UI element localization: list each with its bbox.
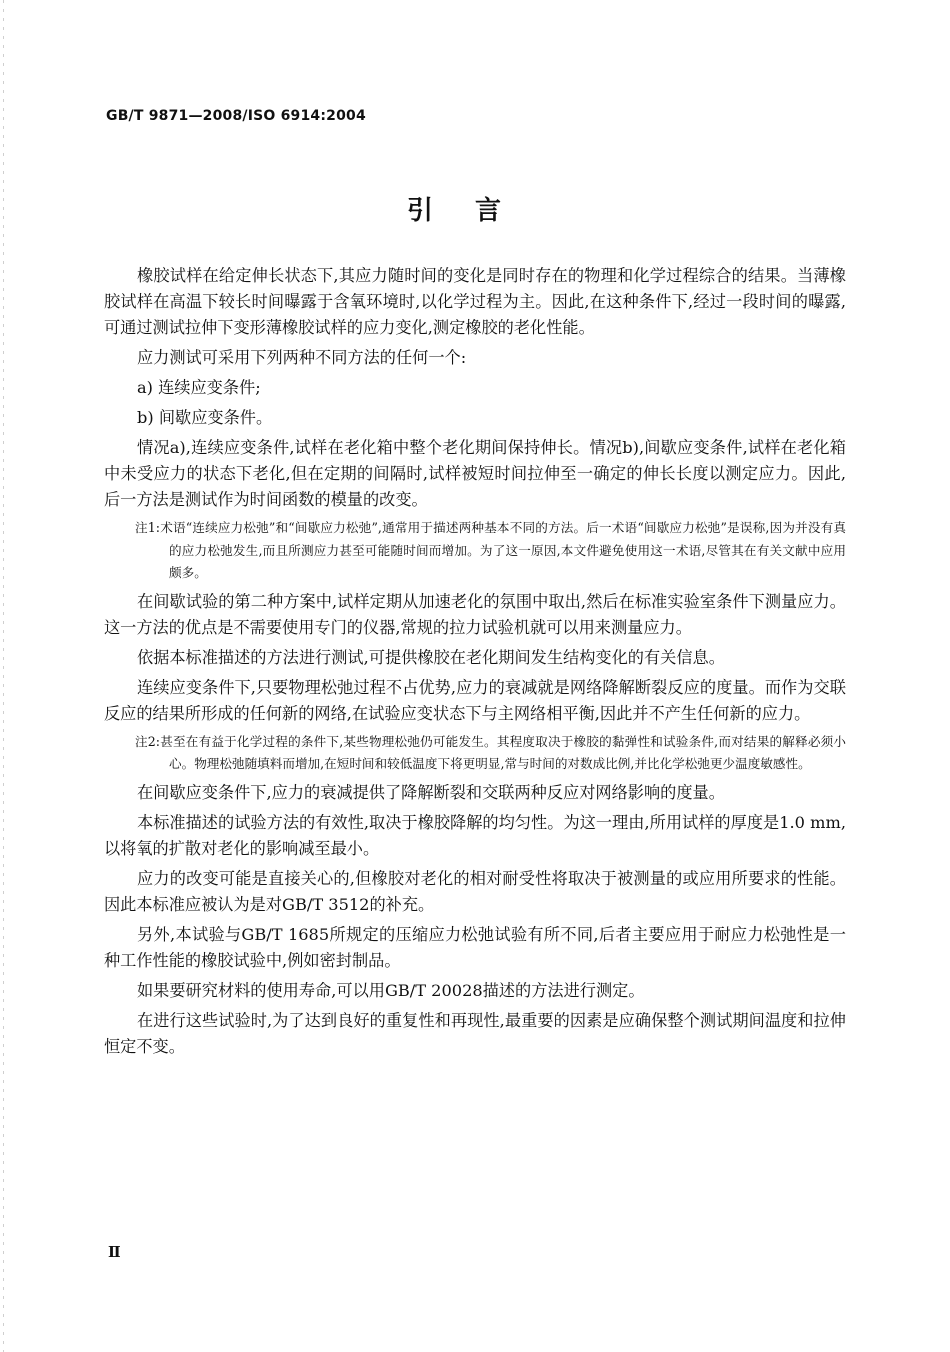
document-body <box>104 263 846 1064</box>
note: 注1:术语“连续应力松弛”和“间歇应力松弛”,通常用于描述两种基本不同的方法。后一术语“间歇应力松弛”是误称,因为并没有真的应力松弛发生,而且所测应力甚至可能随时间而增加。为了这一原因,本文件避免使用这一术语,尽管其在有关文献中应用颇多。 <box>135 520 846 580</box>
page-number: Ⅱ <box>108 1243 121 1261</box>
paragraph: 在间歇应变条件下,应力的衰减提供了降解断裂和交联两种反应对网络影响的度量。 <box>137 782 725 802</box>
paragraph: 在进行这些试验时,为了达到良好的重复性和再现性,最重要的因素是应确保整个测试期间温度和拉伸恒定不变。 <box>104 1010 846 1056</box>
paragraph: 在间歇试验的第二种方案中,试样定期从加速老化的氛围中取出,然后在标准实验室条件下测量应力。这一方法的优点是不需要使用专门的仪器,常规的拉力试验机就可以用来测量应力。 <box>104 591 846 637</box>
paragraph: 连续应变条件下,只要物理松弛过程不占优势,应力的衰减就是网络降解断裂反应的度量。而作为交联反应的结果所形成的任何新的网络,在试验应变状态下与主网络相平衡,因此并不产生任何新的应力。 <box>104 677 846 723</box>
paragraph: 橡胶试样在给定伸长状态下,其应力随时间的变化是同时存在的物理和化学过程综合的结果。当薄橡胶试样在高温下较长时间曝露于含氧环境时,以化学过程为主。因此,在这种条件下,经过一段时间的曝露,可通过测试拉伸下变形薄橡胶试样的应力变化,测定橡胶的老化性能。 <box>104 266 846 337</box>
paragraph: 应力的改变可能是直接关心的,但橡胶对老化的相对耐受性将取决于被测量的或应用所要求的性能。因此本标准应被认为是对GB/T 3512的补充。 <box>104 868 846 914</box>
list-item: a) 连续应变条件; <box>137 378 261 397</box>
paragraph: 应力测试可采用下列两种不同方法的任何一个: <box>137 348 467 367</box>
note: 注2:甚至在有益于化学过程的条件下,某些物理松弛仍可能发生。其程度取决于橡胶的黏弹性和试验条件,而对结果的解释必须小心。物理松弛随填料而增加,在短时间和较低温度下将更明显,常与时间的对数成比例,并比化学松弛更少温度敏感性。 <box>135 733 846 771</box>
paragraph: 依据本标准描述的方法进行测试,可提供橡胶在老化期间发生结构变化的有关信息。 <box>137 647 725 667</box>
paragraph: 本标准描述的试验方法的有效性,取决于橡胶降解的均匀性。为这一理由,所用试样的厚度是1.0 mm,以将氧的扩散对老化的影响减至最小。 <box>104 812 846 858</box>
paragraph: 情况a),连续应变条件,试样在老化箱中整个老化期间保持伸长。情况b),间歇应变条件,试样在老化箱中未受应力的状态下老化,但在定期的间隔时,试样被短时间拉伸至一确定的伸长长度以测定应力。因此,后一方法是测试作为时间函数的模量的改变。 <box>104 438 846 509</box>
list-item: b) 间歇应变条件。 <box>137 408 273 427</box>
paragraph: 另外,本试验与GB/T 1685所规定的压缩应力松弛试验有所不同,后者主要应用于耐应力松弛性是一种工作性能的橡胶试验中,例如密封制品。 <box>104 924 846 970</box>
section-title: 引言 <box>406 196 543 226</box>
standard-number-header: GB/T 9871—2008/ISO 6914:2004 <box>106 108 366 124</box>
paragraph: 如果要研究材料的使用寿命,可以用GB/T 20028描述的方法进行测定。 <box>137 980 645 1000</box>
